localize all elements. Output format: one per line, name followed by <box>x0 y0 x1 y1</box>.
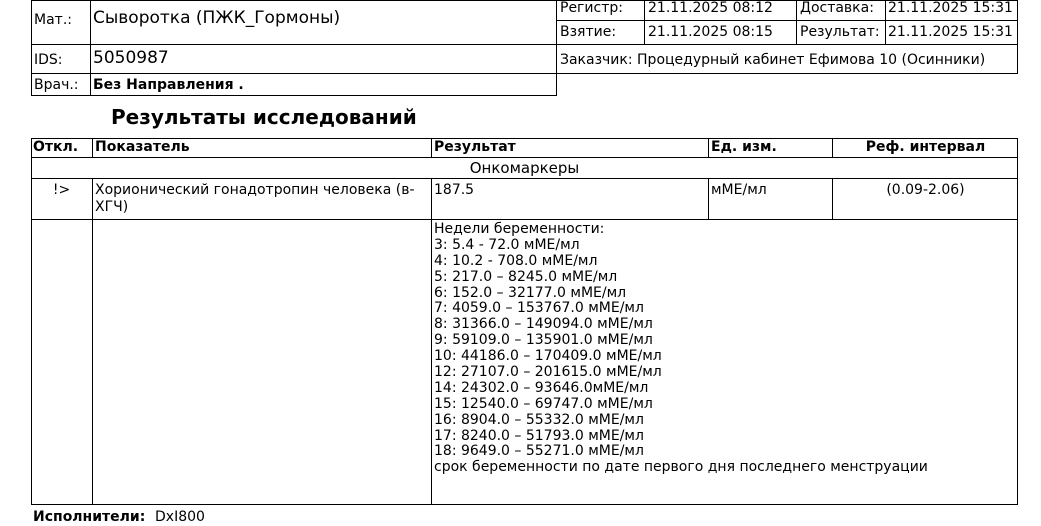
row-name-line2: ХГЧ) <box>95 199 129 215</box>
result-value: 21.11.2025 15:31 <box>888 24 1013 40</box>
row-ref: (0.09-2.06) <box>886 182 965 198</box>
performers-label: Исполнители: <box>33 509 146 525</box>
note-line: 15: 12540.0 – 69747.0 мМЕ/мл <box>434 395 653 412</box>
note-line: 14: 24302.0 – 93646.0мМЕ/мл <box>434 379 649 396</box>
note-line: 16: 8904.0 – 55332.0 мМЕ/мл <box>434 411 644 428</box>
register-value: 21.11.2025 08:12 <box>648 0 773 16</box>
row-name-line1: Хорионический гонадотропин человека (в- <box>95 182 415 198</box>
group-row-label: Онкомаркеры <box>469 159 580 177</box>
taken-value: 21.11.2025 08:15 <box>648 24 773 40</box>
material-label: Мат.: <box>34 12 72 28</box>
table-row-bottom-line <box>31 219 1018 220</box>
note-line: Недели беременности: <box>434 221 605 237</box>
note-line: 6: 152.0 – 32177.0 мМЕ/мл <box>434 284 627 301</box>
note-line: 9: 59109.0 – 135901.0 мМЕ/мл <box>434 332 653 349</box>
row-unit: мМЕ/мл <box>711 182 767 198</box>
doctor-label: Врач.: <box>34 77 79 93</box>
customer-text: Заказчик: Процедурный кабинет Ефимова 10 (Осинники) <box>560 52 986 68</box>
col-line-1b <box>92 178 93 505</box>
row-flag: !> <box>52 182 71 198</box>
col-line-1 <box>92 138 93 158</box>
note-line: 18: 9649.0 – 55271.0 мМЕ/мл <box>434 443 644 460</box>
col-header-ref: Реф. интервал <box>865 139 986 155</box>
performers-value: DxI800 <box>155 509 205 525</box>
register-label: Регистр: <box>560 0 623 16</box>
col-header-unit: Ед. изм. <box>711 139 777 155</box>
col-line-2b <box>431 178 432 505</box>
table-header-bottom-line <box>31 157 1018 158</box>
note-line: 12: 27107.0 – 201615.0 мМЕ/мл <box>434 364 662 381</box>
col-header-deviation: Откл. <box>33 139 79 155</box>
col-line-3 <box>708 138 709 158</box>
col-header-indicator: Показатель <box>95 139 190 155</box>
table-group-bottom-line <box>31 178 1018 179</box>
note-line: 10: 44186.0 – 170409.0 мМЕ/мл <box>434 348 662 365</box>
note-line: 4: 10.2 - 708.0 мМЕ/мл <box>434 252 598 269</box>
col-line-2 <box>431 138 432 158</box>
note-line: 5: 217.0 – 8245.0 мМЕ/мл <box>434 268 618 285</box>
ids-value: 5050987 <box>93 48 169 68</box>
material-value: Сыворотка (ПЖК_Гормоны) <box>93 8 341 28</box>
delivery-label: Доставка: <box>800 0 874 16</box>
row-result: 187.5 <box>434 182 475 198</box>
ids-label: IDS: <box>34 52 63 68</box>
doctor-divider <box>90 73 91 96</box>
note-line: 7: 4059.0 – 153767.0 мМЕ/мл <box>434 300 644 317</box>
delivery-value: 21.11.2025 15:31 <box>888 0 1013 16</box>
taken-label: Взятие: <box>560 24 617 40</box>
doctor-value: Без Направления . <box>93 77 244 93</box>
pregnancy-weeks-note <box>434 222 928 476</box>
col-header-result: Результат <box>434 139 516 155</box>
page-title: Результаты исследований <box>111 105 417 129</box>
note-line: 3: 5.4 - 72.0 мМЕ/мл <box>434 236 580 253</box>
result-label: Результат: <box>800 24 880 40</box>
col-line-3b <box>708 178 709 220</box>
note-line: 8: 31366.0 – 149094.0 мМЕ/мл <box>434 316 653 333</box>
note-line: 17: 8240.0 – 51793.0 мМЕ/мл <box>434 427 644 444</box>
note-line: срок беременности по дате первого дня последнего менструации <box>434 459 928 476</box>
